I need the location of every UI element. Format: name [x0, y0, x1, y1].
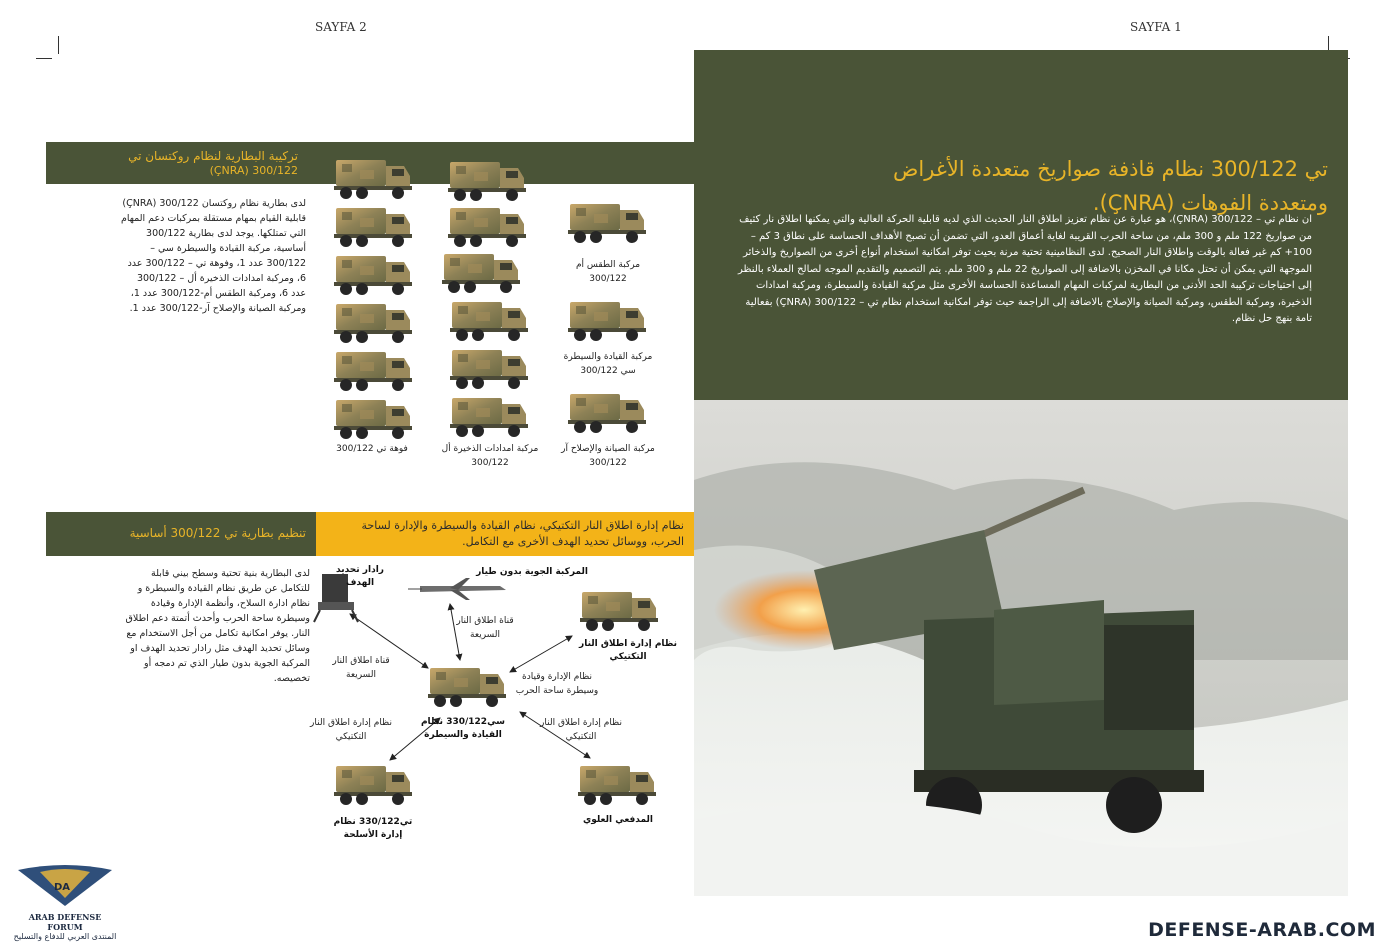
forum-arabic: المنتدى العربي للدفاع والتسليح — [13, 932, 117, 941]
node-meteo: المدفعي العلوي — [582, 815, 654, 825]
shield-icon — [10, 858, 120, 908]
hero-body: ان نظام تي – 300/122 (ÇNRA)، هو عبارة عن نظام تعزيز اطلاق النار الحديث الذي لديه قابلية الحركة العالية والتي يمكنها اطلاق نار كثيف من صواريخ 122 ملم و 300 ملم، من ساحة الحرب القريبة لغاية أعماق العدو، التي تضمن أن تصبح الأهداف الحساسة على نطاق 3 كم – 100+ كم غير فعالة بالوقت واطلاق النار الصحيح. لدى النظامينية تحتية مرنة بحيث توفر امكانية استخدام أنواع أخرى من الصواريخ والذخائر الموجهة التي يمكن أن تحتل مكانا في المخزن بالاضافة إلى الصواريخ 22 ملم و 300 ملم. يتم التصميم والتقديم الموجه لصالح العملاء بالنظر إلى احتياجات تركيبة الحد الأدنى من البطارية لمركبات المهام المساعدة الحساسة الأخرى مثل مركبة القيادة والسيطرة، ومركبة امدادات الذخيرة، ومركبة الطقس، ومركبة الصيانة والإصلاح بالاضافة إلى الراجمة حيث توفر امكانية استخدام نظام تي – 300/122 (ÇNRA) بفعالية تامة بنهج حل نظام. — [738, 214, 1312, 324]
weapon-mgmt-truck-image — [332, 762, 414, 806]
node-tactical-fire: نظام إدارة اطلاق النار التكتيكي — [579, 639, 677, 662]
page-label-right: SAYFA 1 — [1130, 20, 1182, 34]
hero-title-line1: تي 300/122 نظام قاذفة صواريخ متعددة الأغراض — [893, 157, 1328, 181]
command-center-truck-image — [426, 664, 508, 708]
rocket-launcher-photo — [694, 400, 1348, 896]
caption-maintenance: مركبة الصيانة والإصلاح آر 300/122 — [561, 444, 655, 468]
organization-header — [46, 512, 316, 556]
maintenance-truck-image — [566, 390, 648, 434]
organization-body: لدى البطارية بنية تحتية وسطح بيني قابلة للتكامل عن طريق نظام القيادة والسيطرة و نظام ادارة السلاح، وأنظمة الإدارة وقيادة وسيطرة ساحة الحرب وأحدث أتمتة دعم اطلاق النار. يوفر امكانية تكامل من أجل الاستخدام مع وسائل تحديد الهدف مثل رادار تحديد الهدف او المركبة الجوية بدون طيار الذي تم دمجه أو تخصيصه. — [125, 568, 310, 684]
link-label-fast-fire-top: قناة اطلاق النار السريعة — [456, 616, 514, 640]
launcher-truck-image — [332, 396, 414, 440]
svg-text:DA: DA — [54, 882, 71, 893]
battery-title-line1: تركيبة البطارية لنظام روكتسان تي — [128, 149, 298, 163]
ammo-truck-image — [446, 158, 528, 202]
caption-ammo: مركبة امدادات الذخيرة أل 300/122 — [441, 444, 539, 468]
link-label-tactical-right: نظام إدارة اطلاق النار التكتيكي — [540, 718, 622, 742]
launcher-truck-image — [332, 348, 414, 392]
ammo-truck-image — [448, 298, 530, 342]
crop-mark — [58, 36, 59, 54]
page-label-left: SAYFA 2 — [315, 20, 367, 34]
link-label-tactical-left: نظام إدارة اطلاق النار التكتيكي — [310, 718, 392, 742]
node-radar: رادار تحديد الهدف — [336, 565, 384, 588]
node-uav: المركبة الجوية بدون طيار — [476, 567, 588, 577]
ammo-truck-image — [446, 204, 528, 248]
forum-logo — [10, 858, 120, 942]
hero-title-line2: ومتعددة الفوهات (ÇNRA). — [1092, 191, 1328, 215]
caption-weather: مركبة الطقس أم 300/122 — [575, 260, 641, 284]
launcher-truck-image — [332, 156, 414, 200]
ammo-truck-image — [448, 394, 530, 438]
fire-control-title: نظام إدارة اطلاق النار التكتيكي، نظام القيادة والسيطرة والإدارة لساحة الحرب، ووسائل تحديد الهدف الأخرى مع التكامل. — [361, 519, 684, 548]
node-command-center: سي330/122 نظام القيادة والسيطرة — [420, 717, 506, 740]
battery-title-line2: 300/122 (ÇNRA) — [209, 164, 298, 177]
caption-command: مركبة القيادة والسيطرة سي 300/122 — [563, 352, 653, 376]
fire-control-header — [316, 512, 694, 556]
command-truck-image — [566, 298, 648, 342]
ammo-truck-image — [440, 250, 522, 294]
tactical-fire-truck-image — [578, 588, 660, 632]
launcher-truck-image — [332, 300, 414, 344]
battery-body: لدى بطارية نظام روكتسان 300/122 (ÇNRA) قابلية القيام بمهام مستقلة بمركبات دعم المهام التي تمتلكها. يوجد لدى بطارية 300/122 أساسية، مركبة القيادة والسيطرة سي – 300/122 عدد 1، وفوهة تي – 300/122 عدد 6، ومركبة امدادات الذخيرة أل – 300/122 عدد 6، ومركبة الطقس أم-300/122 عدد 1، ومركبة الصيانة والإصلاح آر-300/122 عدد 1. — [120, 198, 306, 314]
node-weapon-mgmt: تي330/122 نظام إدارة الأسلحة — [333, 817, 413, 840]
forum-name: ARAB DEFENSE FORUM — [28, 912, 102, 932]
link-label-battlefield: نظام الإدارة وقيادة وسيطرة ساحة الحرب — [515, 672, 599, 696]
launcher-truck-image — [332, 204, 414, 248]
crop-mark — [36, 58, 52, 59]
organization-title: تنظيم بطارية تي 300/122 أساسية — [129, 526, 306, 540]
meteo-truck-image — [576, 762, 658, 806]
caption-launcher: فوهة تي 300/122 — [336, 444, 408, 454]
uav-image — [408, 578, 506, 600]
weather-truck-image — [566, 200, 648, 244]
hero-title — [768, 152, 1328, 220]
ammo-truck-image — [448, 346, 530, 390]
site-watermark[interactable]: DEFENSE-ARAB.COM — [1148, 919, 1376, 941]
launcher-truck-image — [332, 252, 414, 296]
link-label-fast-fire-left: قناة اطلاق النار السريعة — [332, 656, 390, 680]
battery-header — [46, 142, 306, 184]
